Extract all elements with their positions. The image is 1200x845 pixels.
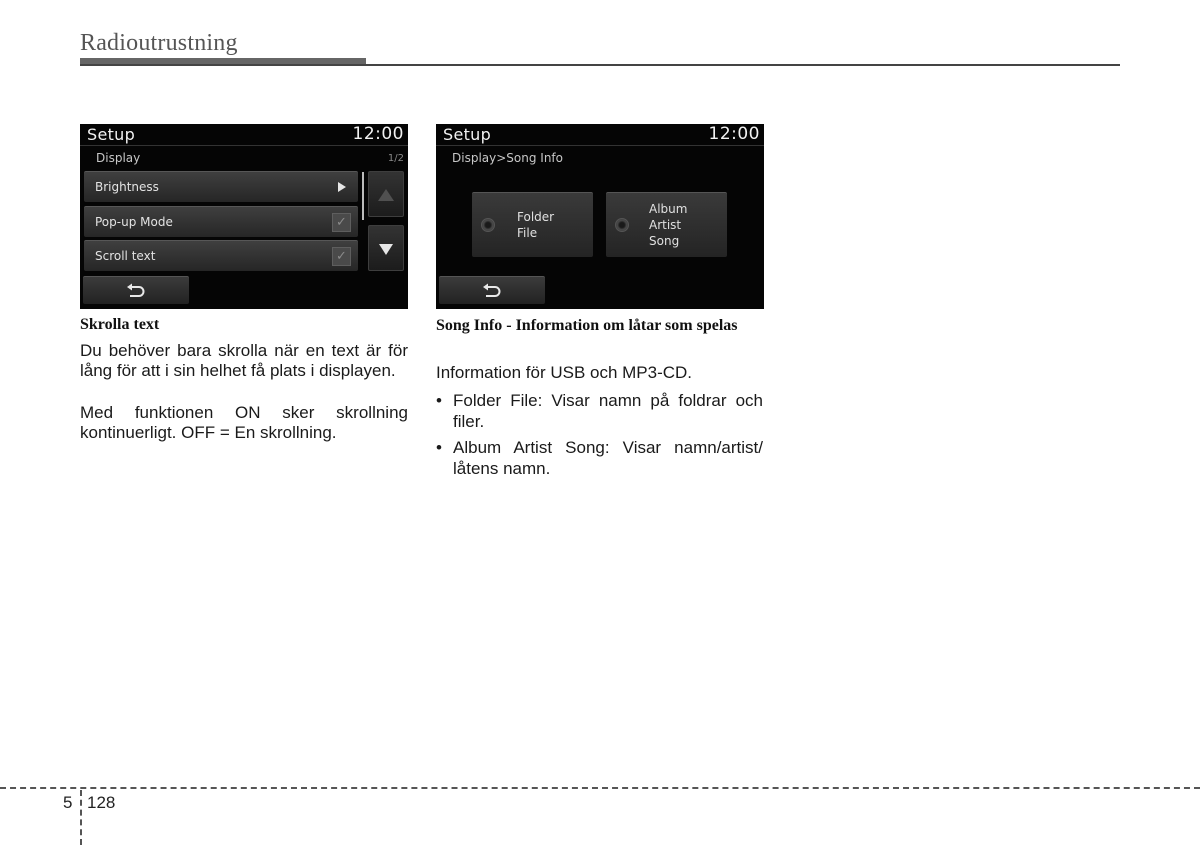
option-line: Folder [517, 210, 555, 224]
screen-clock: 12:00 [708, 124, 760, 144]
bullet-text: Album Artist Song: Visar namn/artist/ låtens namn. [453, 438, 763, 478]
bullet-dot: • [436, 391, 442, 410]
triangle-up-icon [378, 189, 394, 201]
triangle-down-icon [379, 244, 393, 255]
section-heading-song-info: Song Info - Information om låtar som spelas [436, 317, 738, 334]
screen-title: Setup [443, 125, 492, 144]
title-separator [436, 145, 764, 146]
scroll-down-button[interactable] [368, 225, 404, 271]
option-album-artist-song[interactable] [606, 192, 727, 257]
bullet-text: Folder File: Visar namn på foldrar och filer. [453, 391, 763, 431]
radio-button-icon[interactable] [615, 218, 629, 232]
paragraph: Information för USB och MP3-CD. [436, 363, 693, 382]
option-line: File [517, 226, 538, 240]
option-line: Song [649, 234, 680, 248]
menu-item-label: Brightness [95, 180, 159, 194]
menu-item-popup-mode[interactable] [84, 206, 358, 237]
bullet-item [436, 437, 764, 481]
page-header-title: Radioutrustning [80, 30, 238, 56]
screen-subtitle: Display [96, 151, 141, 165]
page-number: 128 [87, 793, 116, 812]
back-button[interactable] [83, 276, 189, 304]
arrow-right-icon [338, 182, 346, 192]
screen-clock: 12:00 [352, 124, 404, 144]
screen-breadcrumb: Display>Song Info [452, 151, 563, 165]
option-line: Artist [649, 218, 682, 232]
paragraph: Du behöver bara skrolla när en text är för lång för att i sin helhet få plats i displayen. [80, 341, 408, 380]
menu-item-label: Scroll text [95, 249, 156, 263]
chapter-number: 5 [63, 793, 73, 812]
radio-button-icon[interactable] [481, 218, 495, 232]
footer-rule [0, 787, 1200, 789]
menu-item-scroll-text[interactable] [84, 240, 358, 271]
option-line: Album [649, 202, 688, 216]
section-heading-scroll-text: Skrolla text [80, 316, 160, 333]
bullet-dot: • [436, 438, 442, 457]
scrollbar-indicator [362, 172, 364, 220]
checkbox-icon[interactable]: ✓ [332, 247, 351, 266]
scroll-up-button[interactable] [368, 171, 404, 217]
option-folder-file[interactable] [472, 192, 593, 257]
page-indicator: 1/2 [387, 153, 404, 164]
title-separator [80, 145, 408, 146]
song-info-screen [436, 124, 764, 309]
menu-item-brightness[interactable] [84, 171, 358, 202]
back-arrow-icon [126, 283, 146, 299]
menu-item-label: Pop-up Mode [95, 215, 173, 229]
checkbox-icon[interactable]: ✓ [332, 213, 351, 232]
footer-divider [80, 790, 82, 845]
paragraph: Med funktionen ON sker skrollning kontinuerligt. OFF = En skrollning. [80, 403, 408, 442]
setup-display-screen [80, 124, 408, 309]
back-button[interactable] [439, 276, 545, 304]
bullet-item [436, 390, 764, 434]
screen-title: Setup [87, 125, 136, 144]
back-arrow-icon [482, 283, 502, 299]
header-rule-thin [80, 64, 1120, 66]
